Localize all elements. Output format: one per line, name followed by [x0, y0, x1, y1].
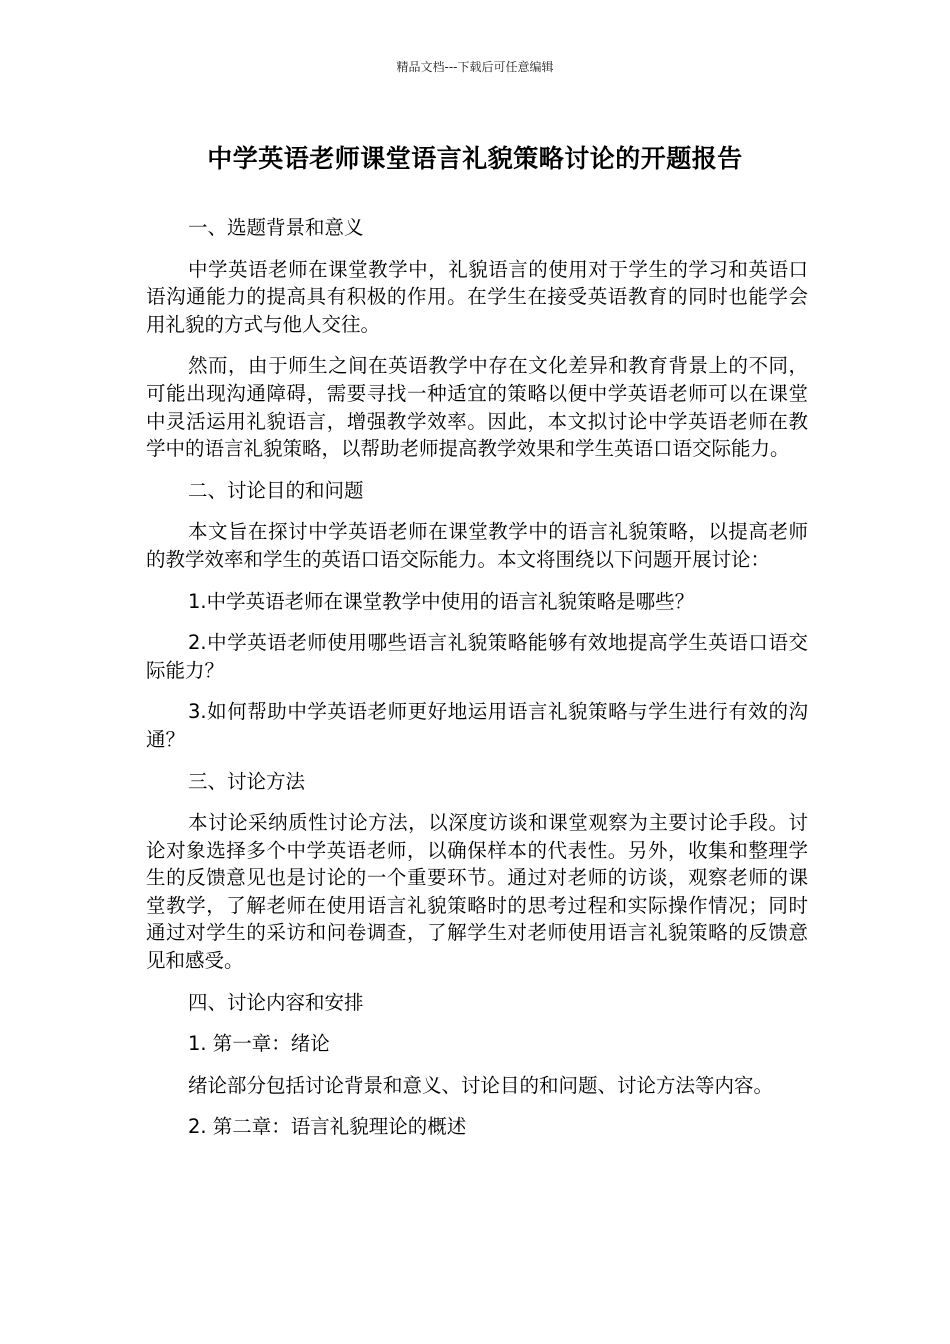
- question-1: 1.中学英语老师在课堂教学中使用的语言礼貌策略是哪些？: [188, 589, 695, 613]
- chapter-1-description: 绪论部分包括讨论背景和意义、讨论目的和问题、讨论方法等内容。: [188, 1073, 774, 1097]
- document-body: [146, 214, 808, 1155]
- paragraph-purpose: 本文旨在探讨中学英语老师在课堂教学中的语言礼貌策略，以提高老师的教学效率和学生的英语口语交际能力。本文将围绕以下问题开展讨论：: [146, 520, 808, 571]
- paragraph-background-1: 中学英语老师在课堂教学中，礼貌语言的使用对于学生的学习和英语口语沟通能力的提高具有积极的作用。在学生在接受英语教育的同时也能学会用礼貌的方式与他人交往。: [146, 257, 808, 336]
- section-heading-background: 一、选题背景和意义: [188, 216, 364, 239]
- question-2: 2.中学英语老师使用哪些语言礼貌策略能够有效地提高学生英语口语交际能力？: [146, 631, 808, 682]
- paragraph-method: 本讨论采纳质性讨论方法，以深度访谈和课堂观察为主要讨论手段。讨论对象选择多个中学英语老师，以确保样本的代表性。另外，收集和整理学生的反馈意见也是讨论的一个重要环节。通过对老师的访谈，观察老师的课堂教学，了解老师在使用语言礼貌策略时的思考过程和实际操作情况；同时通过对学生的采访和问卷调查，了解学生对老师使用语言礼貌策略的反馈意见和感受。: [146, 811, 808, 973]
- chapter-2-heading: 2. 第二章：语言礼貌理论的概述: [188, 1115, 467, 1139]
- question-3: 3.如何帮助中学英语老师更好地运用语言礼貌策略与学生进行有效的沟通？: [146, 700, 808, 751]
- section-heading-method: 三、讨论方法: [188, 769, 306, 793]
- header-note: 精品文档---下载后可任意编辑: [396, 60, 554, 74]
- section-heading-purpose: 二、讨论目的和问题: [188, 478, 364, 502]
- section-heading-content: 四、讨论内容和安排: [188, 990, 364, 1014]
- document-title: 中学英语老师课堂语言礼貌策略讨论的开题报告: [207, 144, 743, 173]
- paragraph-background-2: 然而，由于师生之间在英语教学中存在文化差异和教育背景上的不同，可能出现沟通障碍，需要寻找一种适宜的策略以便中学英语老师可以在课堂中灵活运用礼貌语言，增强教学效率。因此，本文拟讨论中学英语老师在教学中的语言礼貌策略，以帮助老师提高教学效果和学生英语口语交际能力。: [146, 354, 808, 461]
- chapter-1-heading: 1. 第一章：绪论: [188, 1032, 330, 1056]
